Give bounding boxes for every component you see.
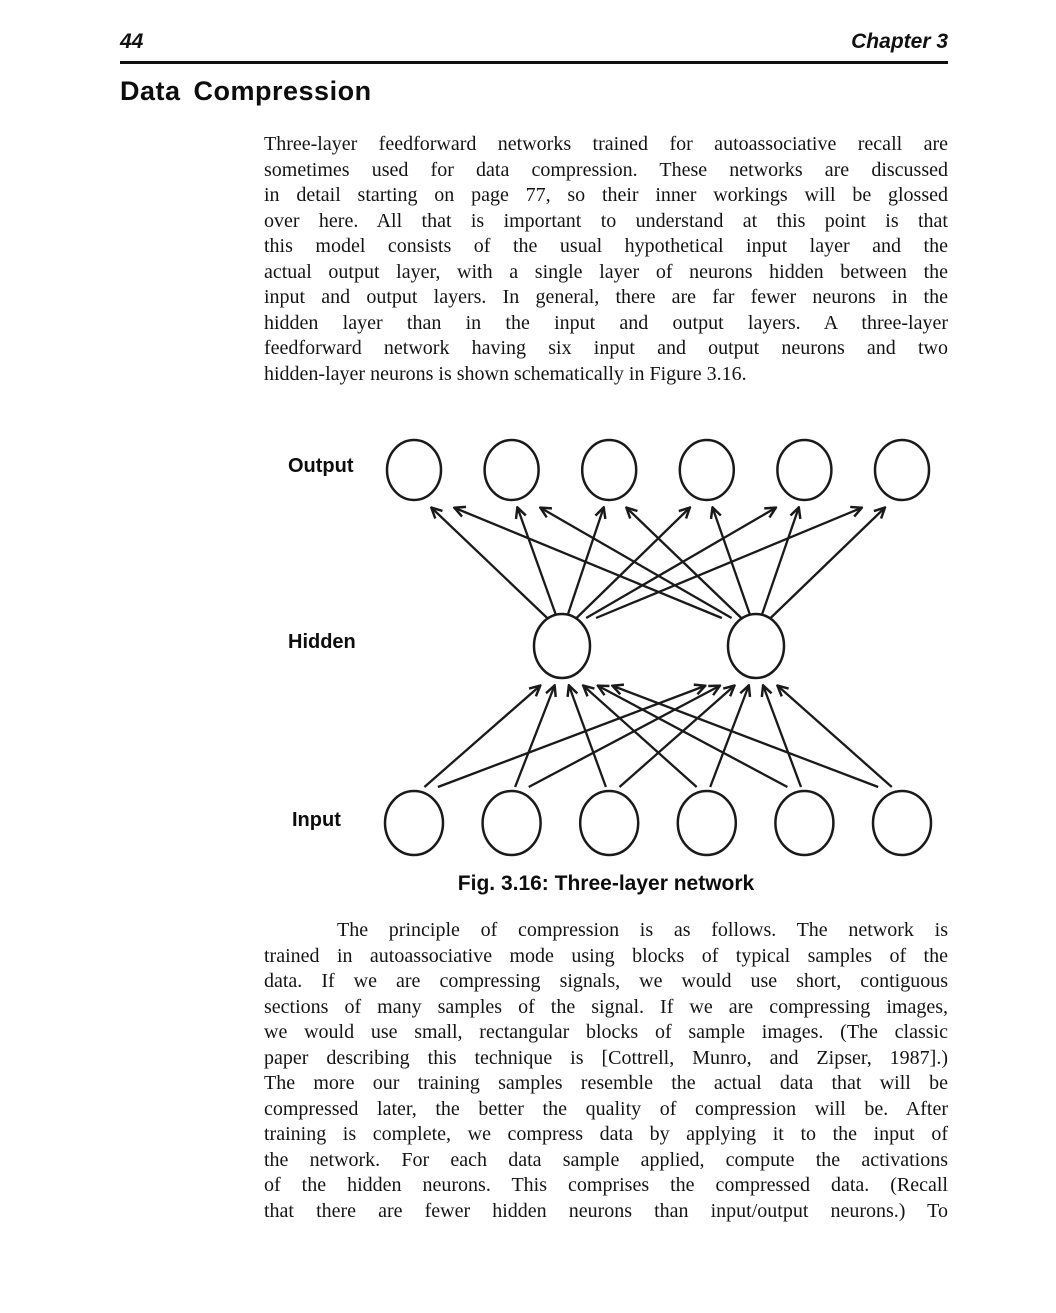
text-line: Three-layer feedforward networks trained for autoassociative recall are [264, 133, 948, 155]
neuron [680, 440, 734, 500]
neuron [387, 440, 441, 500]
text-line: the network. For each data sample applied, compute the activations [264, 1148, 948, 1171]
neuron [875, 440, 929, 500]
text-line: training is complete, we compress data by applying it to the input of [264, 1123, 948, 1145]
chapter-label: Chapter 3 [851, 30, 948, 53]
network-diagram [270, 425, 970, 870]
text-line: paper describing this technique is [Cottrell, Munro, and Zipser, 1987].) [264, 1046, 948, 1069]
text-line: compressed later, the better the quality of compression will be. After [264, 1097, 948, 1120]
connection-arrow [567, 508, 604, 618]
connection-arrow [613, 686, 878, 787]
text-line: actual output layer, with a single layer of neurons hidden between the [264, 260, 948, 283]
text-line: hidden-layer neurons is shown schematically in Figure 3.16. [264, 362, 747, 385]
neuron [582, 440, 636, 500]
text-line: The principle of compression is as follows. The network is [337, 919, 948, 941]
connection-arrow [432, 508, 547, 618]
text-line: in detail starting on page 77, so their inner workings will be glossed [264, 184, 948, 206]
paragraph-principle [264, 918, 948, 1224]
neuron [580, 791, 638, 855]
neuron [678, 791, 736, 855]
neuron [485, 440, 539, 500]
text-line: trained in autoassociative mode using blocks of typical samples of the [264, 944, 948, 967]
section-title: Data Compression [120, 76, 372, 106]
neuron [775, 791, 833, 855]
text-line: feedforward network having six input and output neurons and two [264, 337, 948, 359]
header-rule [120, 61, 948, 64]
neuron [873, 791, 931, 855]
text-line: that there are fewer hidden neurons than input/output neurons.) To [264, 1199, 948, 1222]
neuron [385, 791, 443, 855]
text-line: we would use small, rectangular blocks of sample images. (The classic [264, 1021, 948, 1043]
connection-arrow [771, 508, 885, 618]
hidden-layer-label: Hidden [288, 631, 356, 653]
text-line: hidden layer than in the input and output layers. A three-layer [264, 311, 948, 334]
running-head [120, 30, 948, 58]
text-line: sometimes used for data compression. These networks are discussed [264, 158, 948, 181]
connection-arrow [438, 686, 705, 787]
neuron [483, 791, 541, 855]
text-line: of the hidden neurons. This comprises the compressed data. (Recall [264, 1174, 948, 1196]
connection-arrow [424, 686, 539, 787]
text-line: sections of many samples of the signal. If we are compressing images, [264, 995, 948, 1018]
text-line: this model consists of the usual hypothetical input layer and the [264, 235, 948, 257]
text-line: input and output layers. In general, there are far fewer neurons in the [264, 286, 948, 308]
paragraph-intro [264, 132, 948, 387]
neuron [534, 614, 590, 678]
figure-caption: Fig. 3.16: Three-layer network [457, 872, 755, 895]
connection-arrow [518, 508, 557, 618]
text-line: data. If we are compressing signals, we would use short, contiguous [264, 970, 948, 992]
text-line: The more our training samples resemble the actual data that will be [264, 1072, 948, 1094]
output-layer-label: Output [288, 455, 354, 477]
connection-arrow [761, 508, 799, 618]
neuron [728, 614, 784, 678]
neuron [777, 440, 831, 500]
figure-3-16 [270, 425, 970, 870]
page-number: 44 [120, 30, 144, 53]
text-line: over here. All that is important to understand at this point is that [264, 209, 948, 232]
input-layer-label: Input [292, 809, 341, 831]
